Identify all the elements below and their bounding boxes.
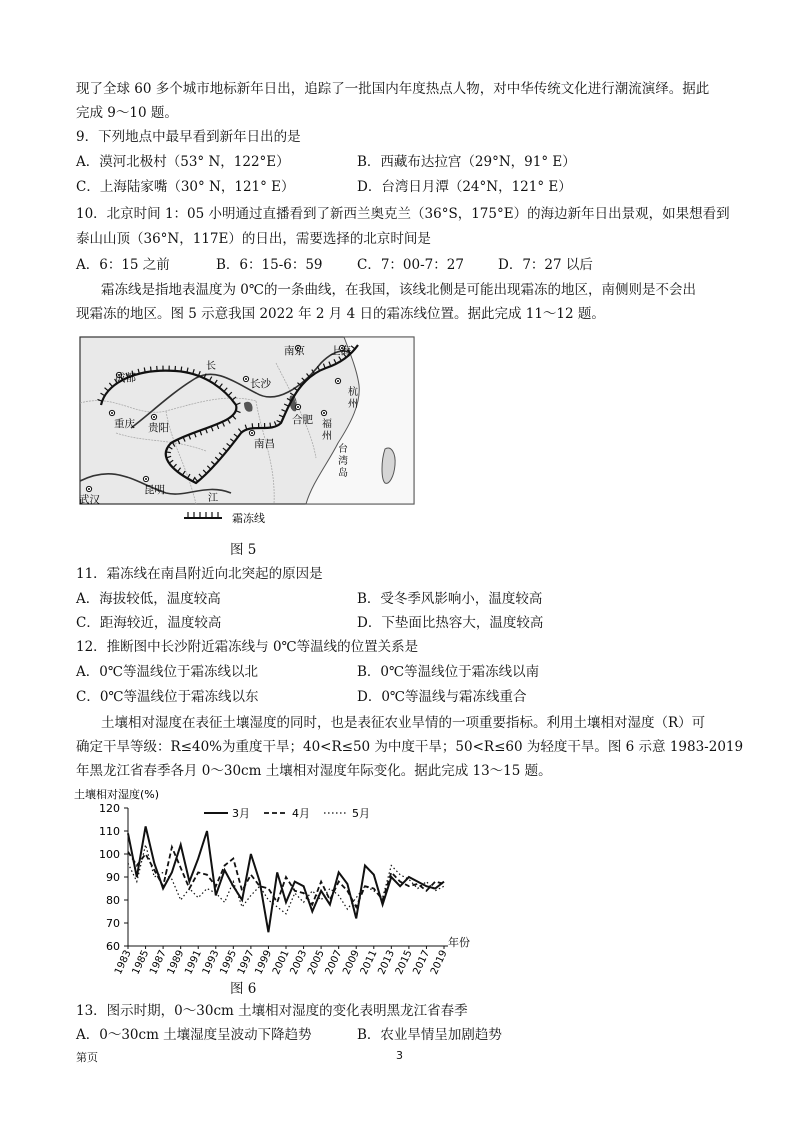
chart-ylabel: 土壤相对湿度(%) <box>74 788 160 801</box>
q12-stem: 12．推断图中长沙附近霜冻线与 0℃等温线的位置关系是 <box>76 639 419 655</box>
y-tick-label: 90 <box>106 871 120 884</box>
x-tick-label: 1985 <box>130 948 152 976</box>
q12-option-b: B．0℃等温线位于霜冻线以南 <box>357 664 540 680</box>
page-number: 3 <box>396 1049 403 1062</box>
city-label: 武汉 <box>79 494 100 506</box>
city-label: 湾 <box>338 456 348 467</box>
city-label: 成都 <box>115 372 136 384</box>
q9-stem: 9．下列地点中最早看到新年日出的是 <box>76 129 301 145</box>
q10-option-d: D．7：27 以后 <box>498 257 593 273</box>
series-line-2 <box>128 847 444 907</box>
passage2-line-2: 现霜冻的地区。图 5 示意我国 2022 年 2 月 4 日的霜冻线位置。据此完成 11～12 题。 <box>76 306 605 322</box>
x-tick-label: 2001 <box>270 948 292 976</box>
q10-stem-line-1: 10．北京时间 1：05 小明通过直播看到了新西兰奥克兰（36°S，175°E）的海边新年日出景观，如果想看到 <box>76 206 730 222</box>
river-char-jiang: 江 <box>208 493 218 504</box>
q10-option-c: C．7：00-7：27 <box>357 257 464 273</box>
x-tick-label: 2013 <box>376 948 398 976</box>
q10-stem-line-2: 泰山山顶（36°N，117E）的日出，需要选择的北京时间是 <box>76 231 431 247</box>
city-label: 长沙 <box>250 378 271 390</box>
x-tick-label: 2017 <box>411 948 433 976</box>
passage3-line-2: 确定干旱等级：R≤40%为重度干旱；40<R≤50 为中度干旱；50<R≤60 为轻度干旱。图 6 示意 1983-2019 <box>76 739 744 755</box>
q11-option-d: D．下垫面比热容大，温度较高 <box>357 615 544 631</box>
q11-option-c: C．距海较近，温度较高 <box>76 615 222 631</box>
legend-label: 3月 <box>232 807 250 820</box>
q9-option-c: C．上海陆家嘴（30° N，121° E） <box>76 179 295 195</box>
city-label: 昆明 <box>144 484 165 496</box>
q12-option-a: A．0℃等温线位于霜冻线以北 <box>76 664 258 680</box>
passage3-line-3: 年黑龙江省春季各月 0～30cm 土壤相对湿度年际变化。据此完成 13～15 题。 <box>76 763 552 779</box>
q9-option-b: B．西藏布达拉宫（29°N，91° E） <box>357 154 576 170</box>
y-tick-label: 100 <box>99 848 120 861</box>
x-tick-label: 1993 <box>200 948 222 976</box>
city-label: 合肥 <box>292 414 313 426</box>
figure5-caption: 图 5 <box>230 542 257 558</box>
legend-label: 5月 <box>352 807 370 820</box>
x-tick-label: 2019 <box>428 948 450 976</box>
x-tick-label: 2003 <box>288 948 310 976</box>
x-tick-label: 2011 <box>358 948 380 976</box>
x-tick-label: 1997 <box>235 948 257 976</box>
q11-option-b: B．受冬季风影响小，温度较高 <box>357 591 543 607</box>
q9-option-d: D．台湾日月潭（24°N，121° E） <box>357 179 572 195</box>
river-char-chang: 长 <box>206 361 216 372</box>
city-label: 州 <box>348 399 358 410</box>
q10-option-b: B．6：15-6：59 <box>216 257 323 273</box>
chart-xlabel: 年份 <box>448 936 470 949</box>
q13-option-a: A．0～30cm 土壤湿度呈波动下降趋势 <box>76 1027 312 1043</box>
x-tick-label: 2009 <box>341 948 362 976</box>
x-tick-label: 1983 <box>112 948 134 976</box>
city-label: 杭 <box>348 387 358 398</box>
y-tick-label: 70 <box>106 917 120 930</box>
q9-option-a: A．漠河北极村（53° N，122°E） <box>76 154 290 170</box>
x-tick-label: 1989 <box>165 948 187 976</box>
city-label: 南昌 <box>254 438 275 450</box>
q11-stem: 11．霜冻线在南昌附近向北突起的原因是 <box>76 566 323 582</box>
q13-option-b: B．农业旱情呈加剧趋势 <box>357 1027 502 1043</box>
x-tick-label: 2015 <box>393 948 415 976</box>
passage2-line-1: 霜冻线是指地表温度为 0℃的一条曲线，在我国，该线北侧是可能出现霜冻的地区，南侧则是不会出 <box>101 282 696 298</box>
x-tick-label: 2007 <box>323 948 345 976</box>
y-tick-label: 80 <box>106 894 120 907</box>
q11-option-a: A．海拔较低，温度较高 <box>76 591 221 607</box>
city-label: 重庆 <box>114 418 135 430</box>
x-tick-label: 2005 <box>306 948 327 976</box>
y-tick-label: 110 <box>99 825 120 838</box>
city-label: 台 <box>338 444 348 455</box>
q13-stem: 13．图示时期，0～30cm 土壤相对湿度的变化表明黑龙江省春季 <box>76 1003 468 1019</box>
city-label: 上海 <box>330 345 351 357</box>
intro-line-2: 完成 9～10 题。 <box>76 105 178 121</box>
intro-line-1: 现了全球 60 多个城市地标新年日出，追踪了一批国内年度热点人物，对中华传统文化进行潮流演绎。据此 <box>76 81 710 97</box>
y-tick-label: 120 <box>99 802 120 815</box>
city-label: 州 <box>322 431 332 442</box>
city-label: 贵阳 <box>148 422 169 434</box>
frost-line-map <box>76 333 416 528</box>
y-tick-label: 60 <box>106 940 120 953</box>
city-label: 南京 <box>284 345 305 357</box>
footer-left: 第页 <box>76 1051 98 1064</box>
x-tick-label: 1987 <box>148 948 169 976</box>
city-label: 福 <box>322 419 332 430</box>
city-label: 岛 <box>338 468 348 479</box>
q12-option-c: C．0℃等温线位于霜冻线以东 <box>76 689 259 705</box>
map-legend-label: 霜冻线 <box>232 512 265 525</box>
figure6-caption: 图 6 <box>230 981 257 997</box>
soil-humidity-chart <box>74 786 494 976</box>
x-tick-label: 1999 <box>253 948 275 976</box>
legend-label: 4月 <box>292 807 310 820</box>
passage3-line-1: 土壤相对湿度在表征土壤湿度的同时，也是表征农业旱情的一项重要指标。利用土壤相对湿度（R）可 <box>101 715 706 731</box>
x-tick-label: 1991 <box>183 948 204 976</box>
x-tick-label: 1995 <box>218 948 240 976</box>
q12-option-d: D．0℃等温线与霜冻线重合 <box>357 689 527 705</box>
q10-option-a: A．6：15 之前 <box>76 257 170 273</box>
